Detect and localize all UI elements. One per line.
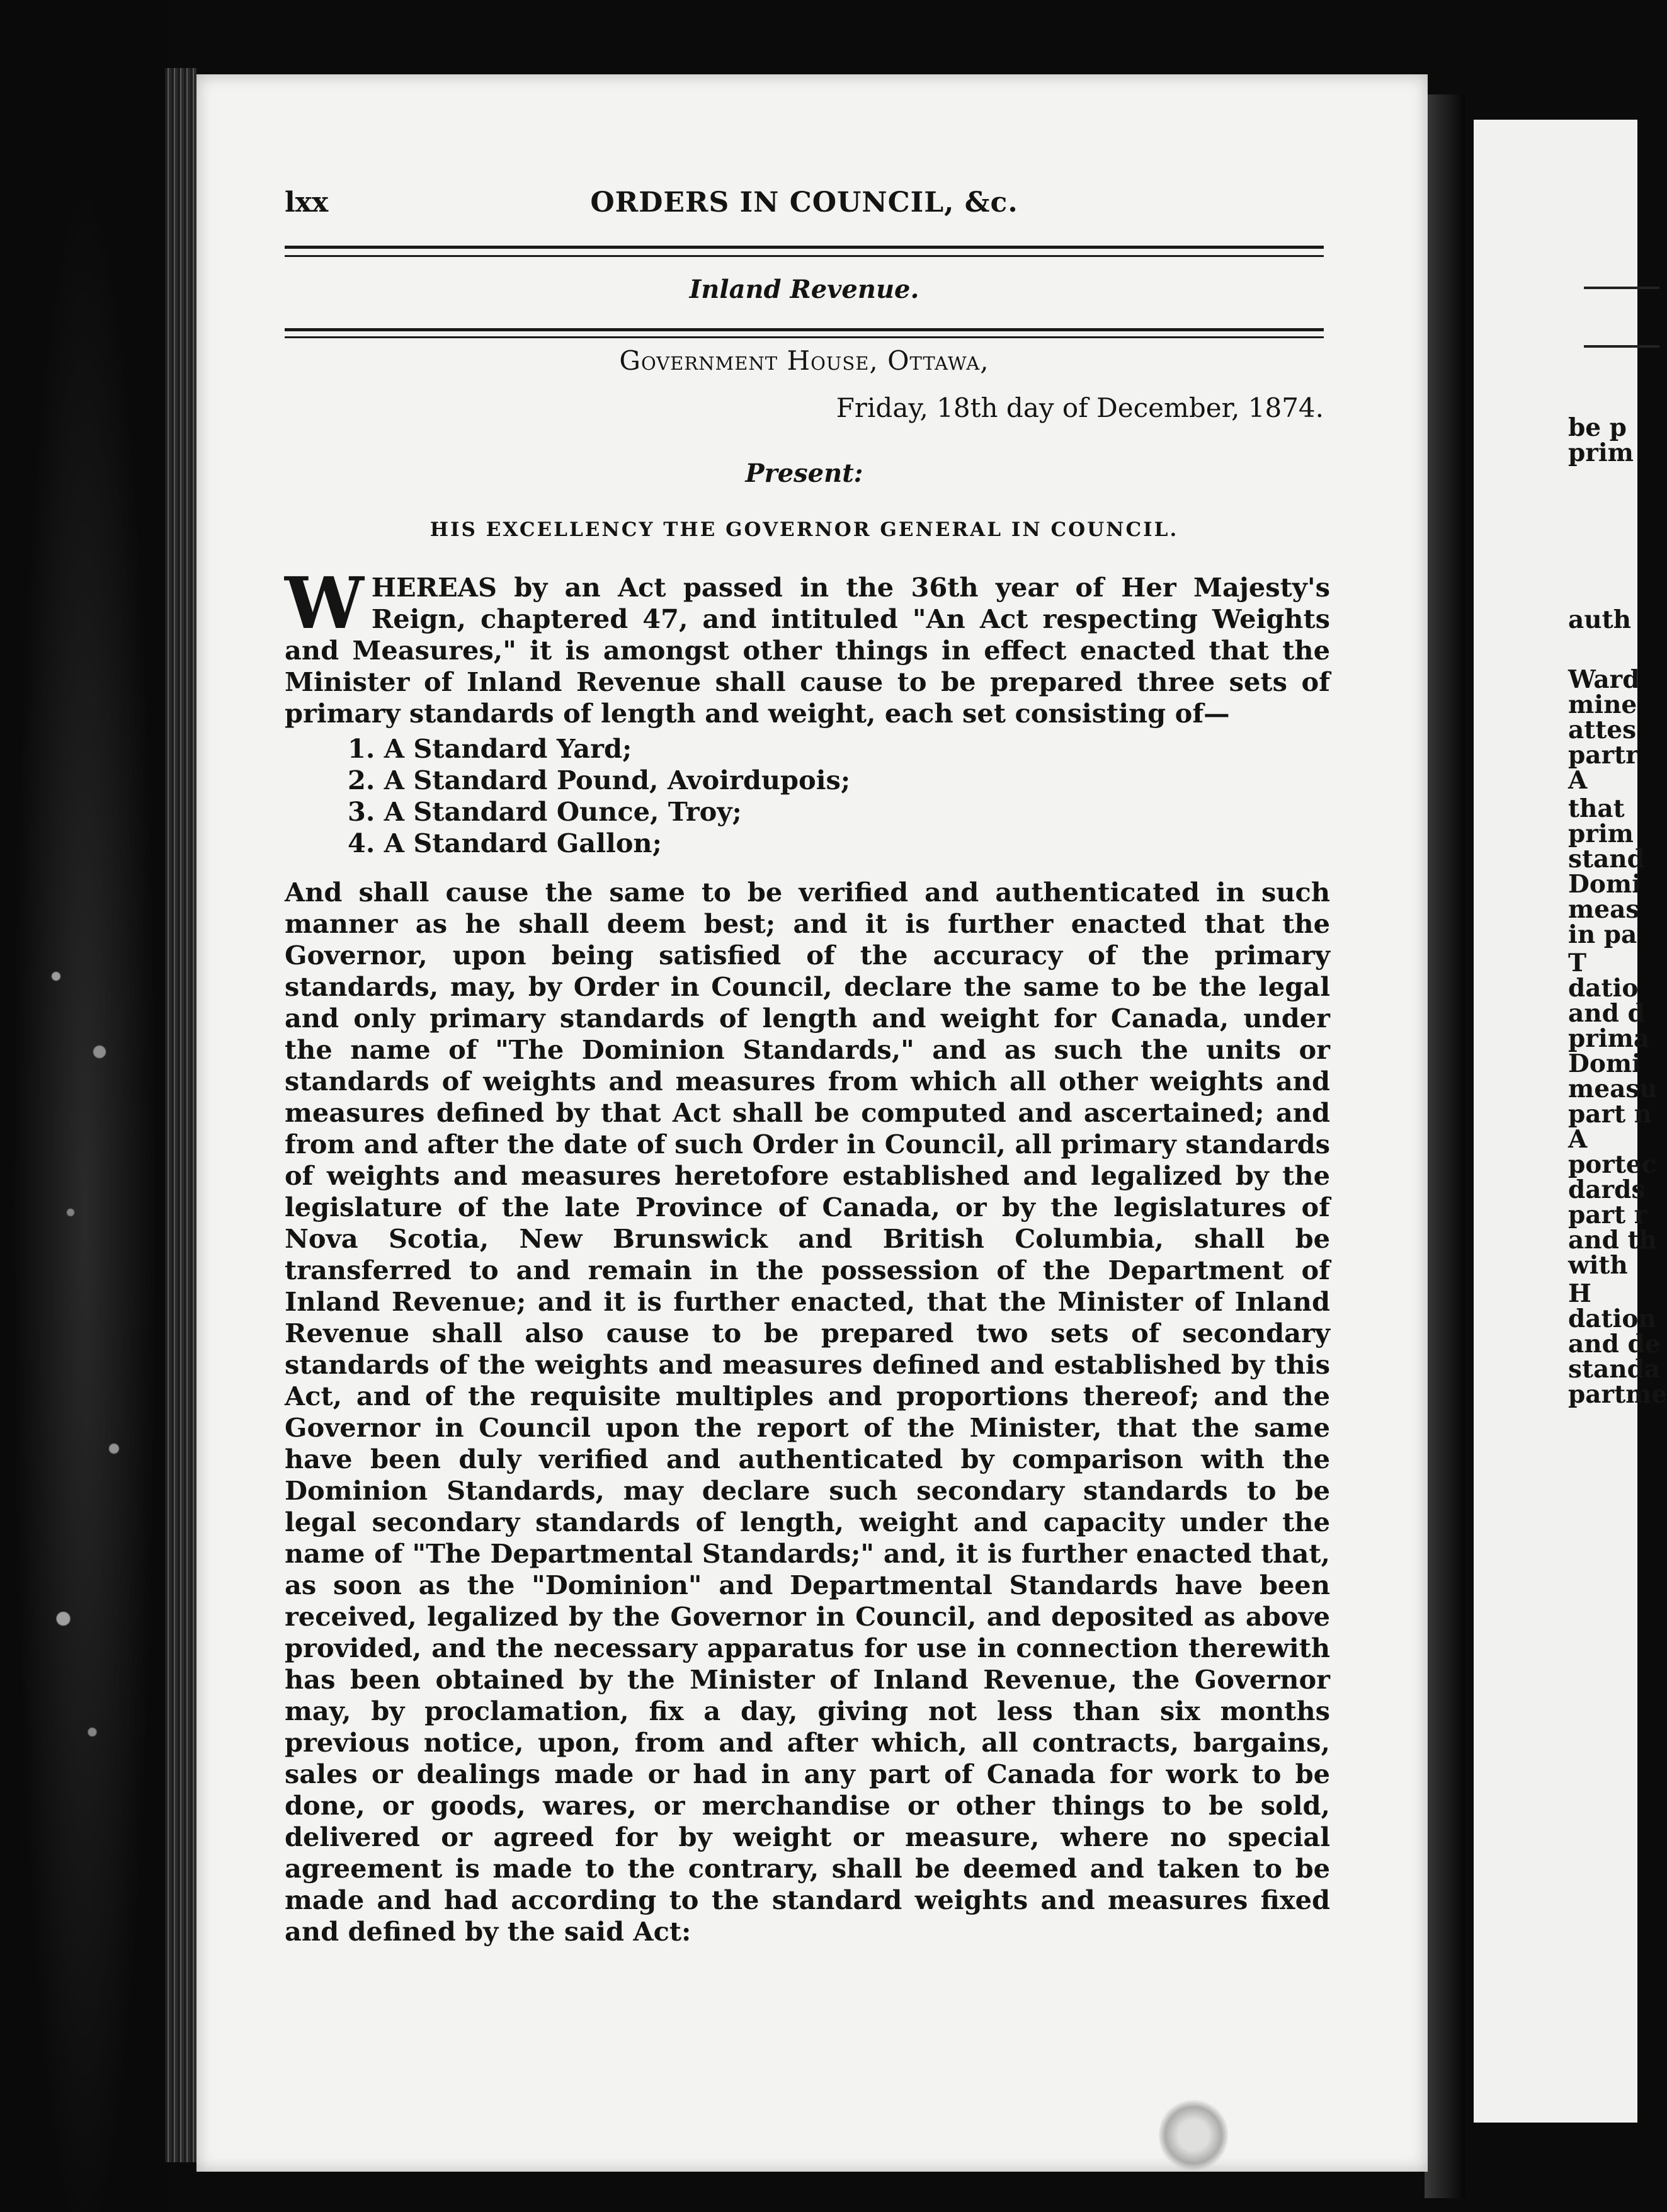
facing-page-text: prima bbox=[1568, 1024, 1650, 1053]
order-body bbox=[285, 562, 1330, 1947]
facing-page-text: Domi bbox=[1568, 870, 1641, 899]
facing-page-text: standa bbox=[1568, 1355, 1661, 1384]
gutter-shadow bbox=[1425, 94, 1465, 2198]
facing-page-text: prim bbox=[1568, 438, 1634, 467]
facing-page-text: be p bbox=[1568, 413, 1627, 442]
facing-page-rule bbox=[1584, 287, 1659, 289]
facing-page-text: measu bbox=[1568, 1075, 1658, 1103]
section-rule-thin bbox=[285, 336, 1324, 338]
facing-page-text: auth bbox=[1568, 605, 1631, 634]
facing-page-text: stand bbox=[1568, 845, 1644, 874]
facing-page bbox=[1474, 120, 1667, 2123]
opening-paragraph-text: HEREAS by an Act passed in the 36th year of Her Majesty's Reign, chaptered 47, and intituled "An Act respecting Weights and Measures," it is amongst other things in effect enacted that the Minister of Inland Revenue shall cause to be prepared three sets of primary standards of length and weight, each set consisting of— bbox=[285, 572, 1330, 729]
opening-paragraph bbox=[285, 562, 1330, 729]
header-rule-thin bbox=[285, 255, 1324, 257]
his-excellency-line: HIS EXCELLENCY THE GOVERNOR GENERAL IN COUNCIL. bbox=[430, 518, 1179, 541]
facing-page-text: part n bbox=[1568, 1100, 1653, 1129]
facing-page-text: dation bbox=[1568, 1304, 1656, 1333]
running-head: ORDERS IN COUNCIL, &c. bbox=[590, 186, 1018, 219]
facing-page-text: H bbox=[1568, 1279, 1591, 1308]
book-page-edges bbox=[165, 68, 196, 2162]
scan-debris-spot bbox=[1159, 2097, 1228, 2173]
page-number: lxx bbox=[285, 186, 329, 219]
facing-page-text: partme bbox=[1568, 1380, 1667, 1409]
facing-page-text: mine bbox=[1568, 690, 1637, 719]
place-line: Government House, Ottawa, bbox=[619, 345, 989, 376]
section-rule bbox=[285, 328, 1324, 331]
facing-page-text: in pa bbox=[1568, 920, 1637, 949]
facing-page-text: prim bbox=[1568, 819, 1634, 848]
scan-debris bbox=[13, 882, 157, 1827]
header-rule bbox=[285, 246, 1324, 249]
facing-page-text: and de bbox=[1568, 1330, 1661, 1359]
facing-page-text: A bbox=[1568, 1125, 1588, 1154]
facing-page-text: T bbox=[1568, 949, 1587, 978]
facing-page-text: dards bbox=[1568, 1175, 1646, 1204]
list-item: 1. A Standard Yard; bbox=[348, 733, 632, 764]
facing-page-text: Domi bbox=[1568, 1049, 1641, 1078]
facing-page-text: and d bbox=[1568, 999, 1645, 1028]
facing-page-text: Ward bbox=[1568, 665, 1640, 694]
page-header bbox=[285, 186, 1324, 231]
facing-page-text: A bbox=[1568, 766, 1588, 795]
facing-page-text: that bbox=[1568, 794, 1625, 823]
facing-page-text: attes bbox=[1568, 715, 1637, 744]
present-label: Present: bbox=[745, 459, 863, 488]
facing-page-text: portec bbox=[1568, 1150, 1657, 1179]
facing-page-text: datio bbox=[1568, 974, 1639, 1003]
drop-cap: W bbox=[285, 562, 364, 645]
facing-page-text: partr bbox=[1568, 741, 1639, 770]
list-item: 2. A Standard Pound, Avoirdupois; bbox=[348, 765, 851, 795]
main-paragraph: And shall cause the same to be verified and authenticated in such manner as he shall deem best; and it is further enacted that the Governor, upon being satisfied of the accuracy of the primary standards, may, by Order in Council, declare the same to be the legal and only primary standards of length and weight for Canada, under the name of "The Dominion Standards," and as such the units or standards of weights and measures from which all other weights and measures defined by that Act shall be computed and ascertained; and from and after the date of such Order in Council, all primary standards of weights and measures heretofore established and legalized by the legislature of the late Province of Canada, or by the legislatures of Nova Scotia, New Brunswick and British Columbia, shall be transferred to and remain in the possession of the Department of Inland Revenue; and it is further enacted, that the Minister of Inland Revenue shall also cause to be prepared two sets of secondary standards of the weights and measures defined and established by this Act, and of the requisite multiples and proportions thereof; and the Governor in Council upon the report of the Minister, that the same have been duly verified and authenticated by comparison with the Dominion Standards, may declare such secondary standards to be legal secondary standards of length, weight and capacity under the name of "The Departmental Standards;" and, it is further enacted that, as soon as the "Dominion" and Departmental Standards have been received, legalized by the Governor in Council, and deposited as above provided, and the necessary apparatus for use in connection therewith has been obtained by the Minister of Inland Revenue, the Governor may, by proclamation, fix a day, giving not less than six months previous notice, upon, from and after which, all contracts, bargains, sales or dealings made or had in any part of Canada for work to be done, or goods, wares, or merchandise or other things to be sold, delivered or agreed for by weight or measure, where no special agreement is made to the contrary, shall be deemed and taken to be made and had according to the standard weights and measures fixed and defined by the said Act: bbox=[285, 877, 1330, 1947]
standards-list bbox=[348, 733, 1330, 859]
facing-page-text: with bbox=[1568, 1251, 1628, 1280]
facing-page-rule bbox=[1584, 345, 1659, 348]
list-item: 3. A Standard Ounce, Troy; bbox=[348, 796, 742, 827]
document-page bbox=[196, 74, 1428, 2172]
list-item: 4. A Standard Gallon; bbox=[348, 828, 662, 858]
facing-page-text: part r bbox=[1568, 1200, 1647, 1229]
date-line: Friday, 18th day of December, 1874. bbox=[836, 392, 1324, 423]
facing-page-text: meas bbox=[1568, 895, 1640, 924]
facing-page-text: and th bbox=[1568, 1226, 1657, 1255]
section-title: Inland Revenue. bbox=[689, 275, 919, 304]
